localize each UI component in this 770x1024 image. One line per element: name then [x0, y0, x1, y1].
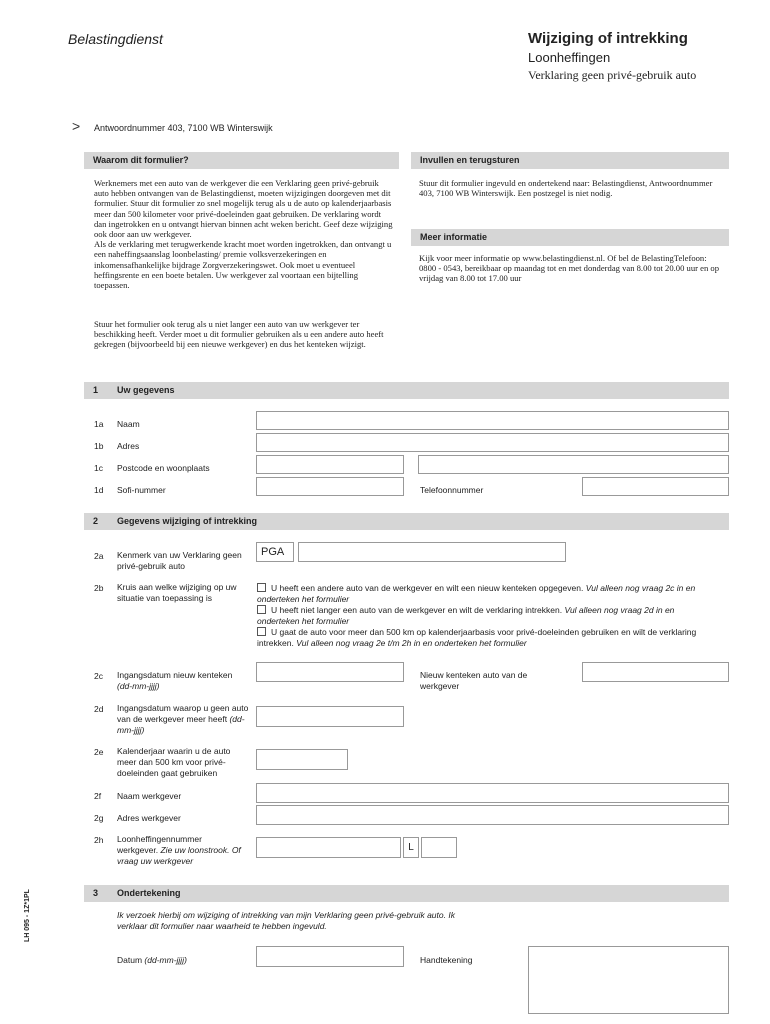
- date-label: Datum: [117, 955, 143, 965]
- row-1d-number: 1d: [94, 485, 104, 495]
- form-subtitle-2: Verklaring geen privé-gebruik auto: [528, 68, 697, 82]
- info-text: Kijk voor meer informatie op www.belastingdienst.nl. Of bel de BelastingTelefoon: 0800 - 0543, bereikbaar op maandag tot en met donderdag van 8.00 tot 20.00 uur en op vrijdag van 8.00 tot 17.00 uur: [419, 253, 719, 284]
- option-3-hint: Vul alleen nog vraag 2e t/m 2h in en onderteken het formulier: [296, 638, 527, 648]
- row-2b-number: 2b: [94, 583, 104, 593]
- section3-header: [84, 885, 729, 902]
- section1-title: Uw gegevens: [117, 385, 175, 395]
- postcode-input[interactable]: [256, 455, 404, 474]
- send-title: Invullen en terugsturen: [420, 155, 520, 165]
- row-1a-label: Naam: [117, 419, 140, 429]
- address-input[interactable]: [256, 433, 729, 452]
- date-hint: (dd-mm-jjjj): [144, 955, 187, 965]
- pga-prefix: PGA: [256, 542, 294, 562]
- signature-label: Handtekening: [420, 955, 473, 965]
- row-2c-hint: (dd-mm-jjjj): [117, 681, 160, 691]
- row-2f-number: 2f: [94, 791, 102, 801]
- reference-input[interactable]: [298, 542, 566, 562]
- info-title: Meer informatie: [420, 232, 488, 242]
- new-plate-input[interactable]: [582, 662, 729, 682]
- row-1c-label: Postcode en woonplaats: [117, 463, 210, 473]
- send-header: [411, 152, 729, 169]
- row-2h-hint: Zie uw loonstrook. Of vraag uw werkgever: [117, 845, 241, 866]
- option-1-hint: Vul alleen nog vraag 2c in en onderteken het formulier: [257, 583, 696, 604]
- city-input[interactable]: [418, 455, 729, 474]
- option-no-car[interactable]: [257, 605, 697, 627]
- why-title: Waarom dit formulier?: [93, 155, 189, 165]
- why-text-2: Stuur het formulier ook terug als u niet langer een auto van uw werkgever ter beschikking heeft. Verder moet u dit formulier gebruiken als u een andere auto heeft gekregen (bijvoorbeeld bij een nieuwe werkgever) en dus het kenteken wijzigt.: [94, 319, 384, 350]
- brand-name: Belastingdienst: [68, 31, 163, 47]
- row-2d-label: Ingangsdatum waarop u geen auto van de werkgever meer heeft: [117, 703, 249, 724]
- send-text: Stuur dit formulier ingevuld en ondertekend naar: Belastingdienst, Antwoordnummer 403, 7100 WB Winterswijk. Een postzegel is niet nodig.: [419, 178, 713, 199]
- declaration-text: Ik verzoek hierbij om wijziging of intrekking van mijn Verklaring geen privé-gebruik auto. Ik verklaar dit formulier naar waarheid te hebben ingevuld.: [117, 910, 455, 931]
- payroll-tax-number-input[interactable]: [256, 837, 401, 858]
- row-1b-number: 1b: [94, 441, 104, 451]
- new-plate-date-input[interactable]: [256, 662, 404, 682]
- option-3-text: U gaat de auto voor meer dan 500 km op kalenderjaarbasis voor privé-doeleinden gebruiken en wilt de verklaring intrekken.: [257, 627, 697, 648]
- row-2d-number: 2d: [94, 704, 104, 714]
- option-private-use[interactable]: [257, 627, 697, 649]
- row-1a-number: 1a: [94, 419, 104, 429]
- chevron-right-icon: >: [72, 118, 81, 134]
- row-2b-label: Kruis aan welke wijziging op uw situatie van toepassing is: [117, 582, 237, 603]
- row-1b-label: Adres: [117, 441, 140, 451]
- checkbox-no-car[interactable]: [257, 605, 266, 614]
- row-2g-label: Adres werkgever: [117, 813, 181, 823]
- option-2-hint: Vul alleen nog vraag 2d in en onderteken het formulier: [257, 605, 675, 626]
- section1-number: 1: [93, 385, 99, 395]
- row-2c-number: 2c: [94, 671, 103, 681]
- why-header: [84, 152, 399, 169]
- row-2h-label: Loonheffingennummer werkgever.: [117, 834, 202, 855]
- checkbox-new-plate[interactable]: [257, 583, 266, 592]
- employer-address-input[interactable]: [256, 805, 729, 825]
- row-2h-number: 2h: [94, 835, 104, 845]
- payroll-tax-suffix-input[interactable]: [421, 837, 457, 858]
- end-date-input[interactable]: [256, 706, 404, 727]
- row-2c-label: Ingangsdatum nieuw kenteken: [117, 670, 233, 680]
- section1-header: [84, 382, 729, 399]
- sofi-number-input[interactable]: [256, 477, 404, 496]
- section3-title: Ondertekening: [117, 888, 181, 898]
- form-code: LH 095 - 1Z*1PL: [24, 889, 31, 942]
- row-2g-number: 2g: [94, 813, 104, 823]
- row-2a-number: 2a: [94, 551, 104, 561]
- section2-header: [84, 513, 729, 530]
- new-plate-label: Nieuw kenteken auto van de werkgever: [420, 670, 528, 691]
- row-2d-hint: (dd-mm-jjjj): [117, 714, 245, 735]
- row-1d-label: Sofi-nummer: [117, 485, 166, 495]
- payroll-tax-letter: L: [403, 837, 419, 858]
- why-text: Werknemers met een auto van de werkgever die een Verklaring geen privé-gebruik auto hebben ontvangen van de Belastingdienst, moeten wijzigingen doorgeven met dit formulier. Stuur dit formulier zo snel mogelijk terug als u de auto op kalenderjaarbasis meer dan 500 kilometer voor privé-doeleinden gaat gebruiken. De verklaring wordt dan ingetrokken en u ontvangt hiervan binnen acht weken bericht. Geef deze wijziging ook door aan uw werkgever. Als de verklaring met terugwerkende kracht moet worden ingetrokken, dan ontvangt u een naheffingsaanslag loonbelasting/ premie volksverzekeringen en inkomensafhankelijke bijdrage Zorgverzekeringswet. Ook moet u eventueel heffingsrente en een boete betalen. Uw werkgever zal voortaan een bijtelling toepassen.: [94, 178, 393, 291]
- checkbox-private-use[interactable]: [257, 627, 266, 636]
- option-2-text: U heeft niet langer een auto van de werkgever en wilt de verklaring intrekken.: [271, 605, 563, 615]
- form-subtitle: Loonheffingen: [528, 50, 611, 65]
- signature-box[interactable]: [528, 946, 729, 1014]
- option-new-plate[interactable]: [257, 583, 697, 605]
- name-input[interactable]: [256, 411, 729, 430]
- option-1-text: U heeft een andere auto van de werkgever en wilt een nieuw kenteken opgegeven.: [271, 583, 584, 593]
- row-2f-label: Naam werkgever: [117, 791, 182, 801]
- calendar-year-input[interactable]: [256, 749, 348, 770]
- info-header: [411, 229, 729, 246]
- section3-number: 3: [93, 888, 99, 898]
- phone-input[interactable]: [582, 477, 729, 496]
- employer-name-input[interactable]: [256, 783, 729, 803]
- section2-title: Gegevens wijziging of intrekking: [117, 516, 258, 526]
- row-2a-label: Kenmerk van uw Verklaring geen privé-gebruik auto: [117, 550, 242, 571]
- row-1c-number: 1c: [94, 463, 103, 473]
- row-2e-number: 2e: [94, 747, 104, 757]
- signature-date-input[interactable]: [256, 946, 404, 967]
- return-address: Antwoordnummer 403, 7100 WB Winterswijk: [94, 123, 273, 133]
- row-2e-label: Kalenderjaar waarin u de auto meer dan 500 km voor privé-doeleinden gaat gebruiken: [117, 746, 231, 778]
- section2-number: 2: [93, 516, 99, 526]
- form-title: Wijziging of intrekking: [528, 30, 688, 47]
- phone-label: Telefoonnummer: [420, 485, 484, 495]
